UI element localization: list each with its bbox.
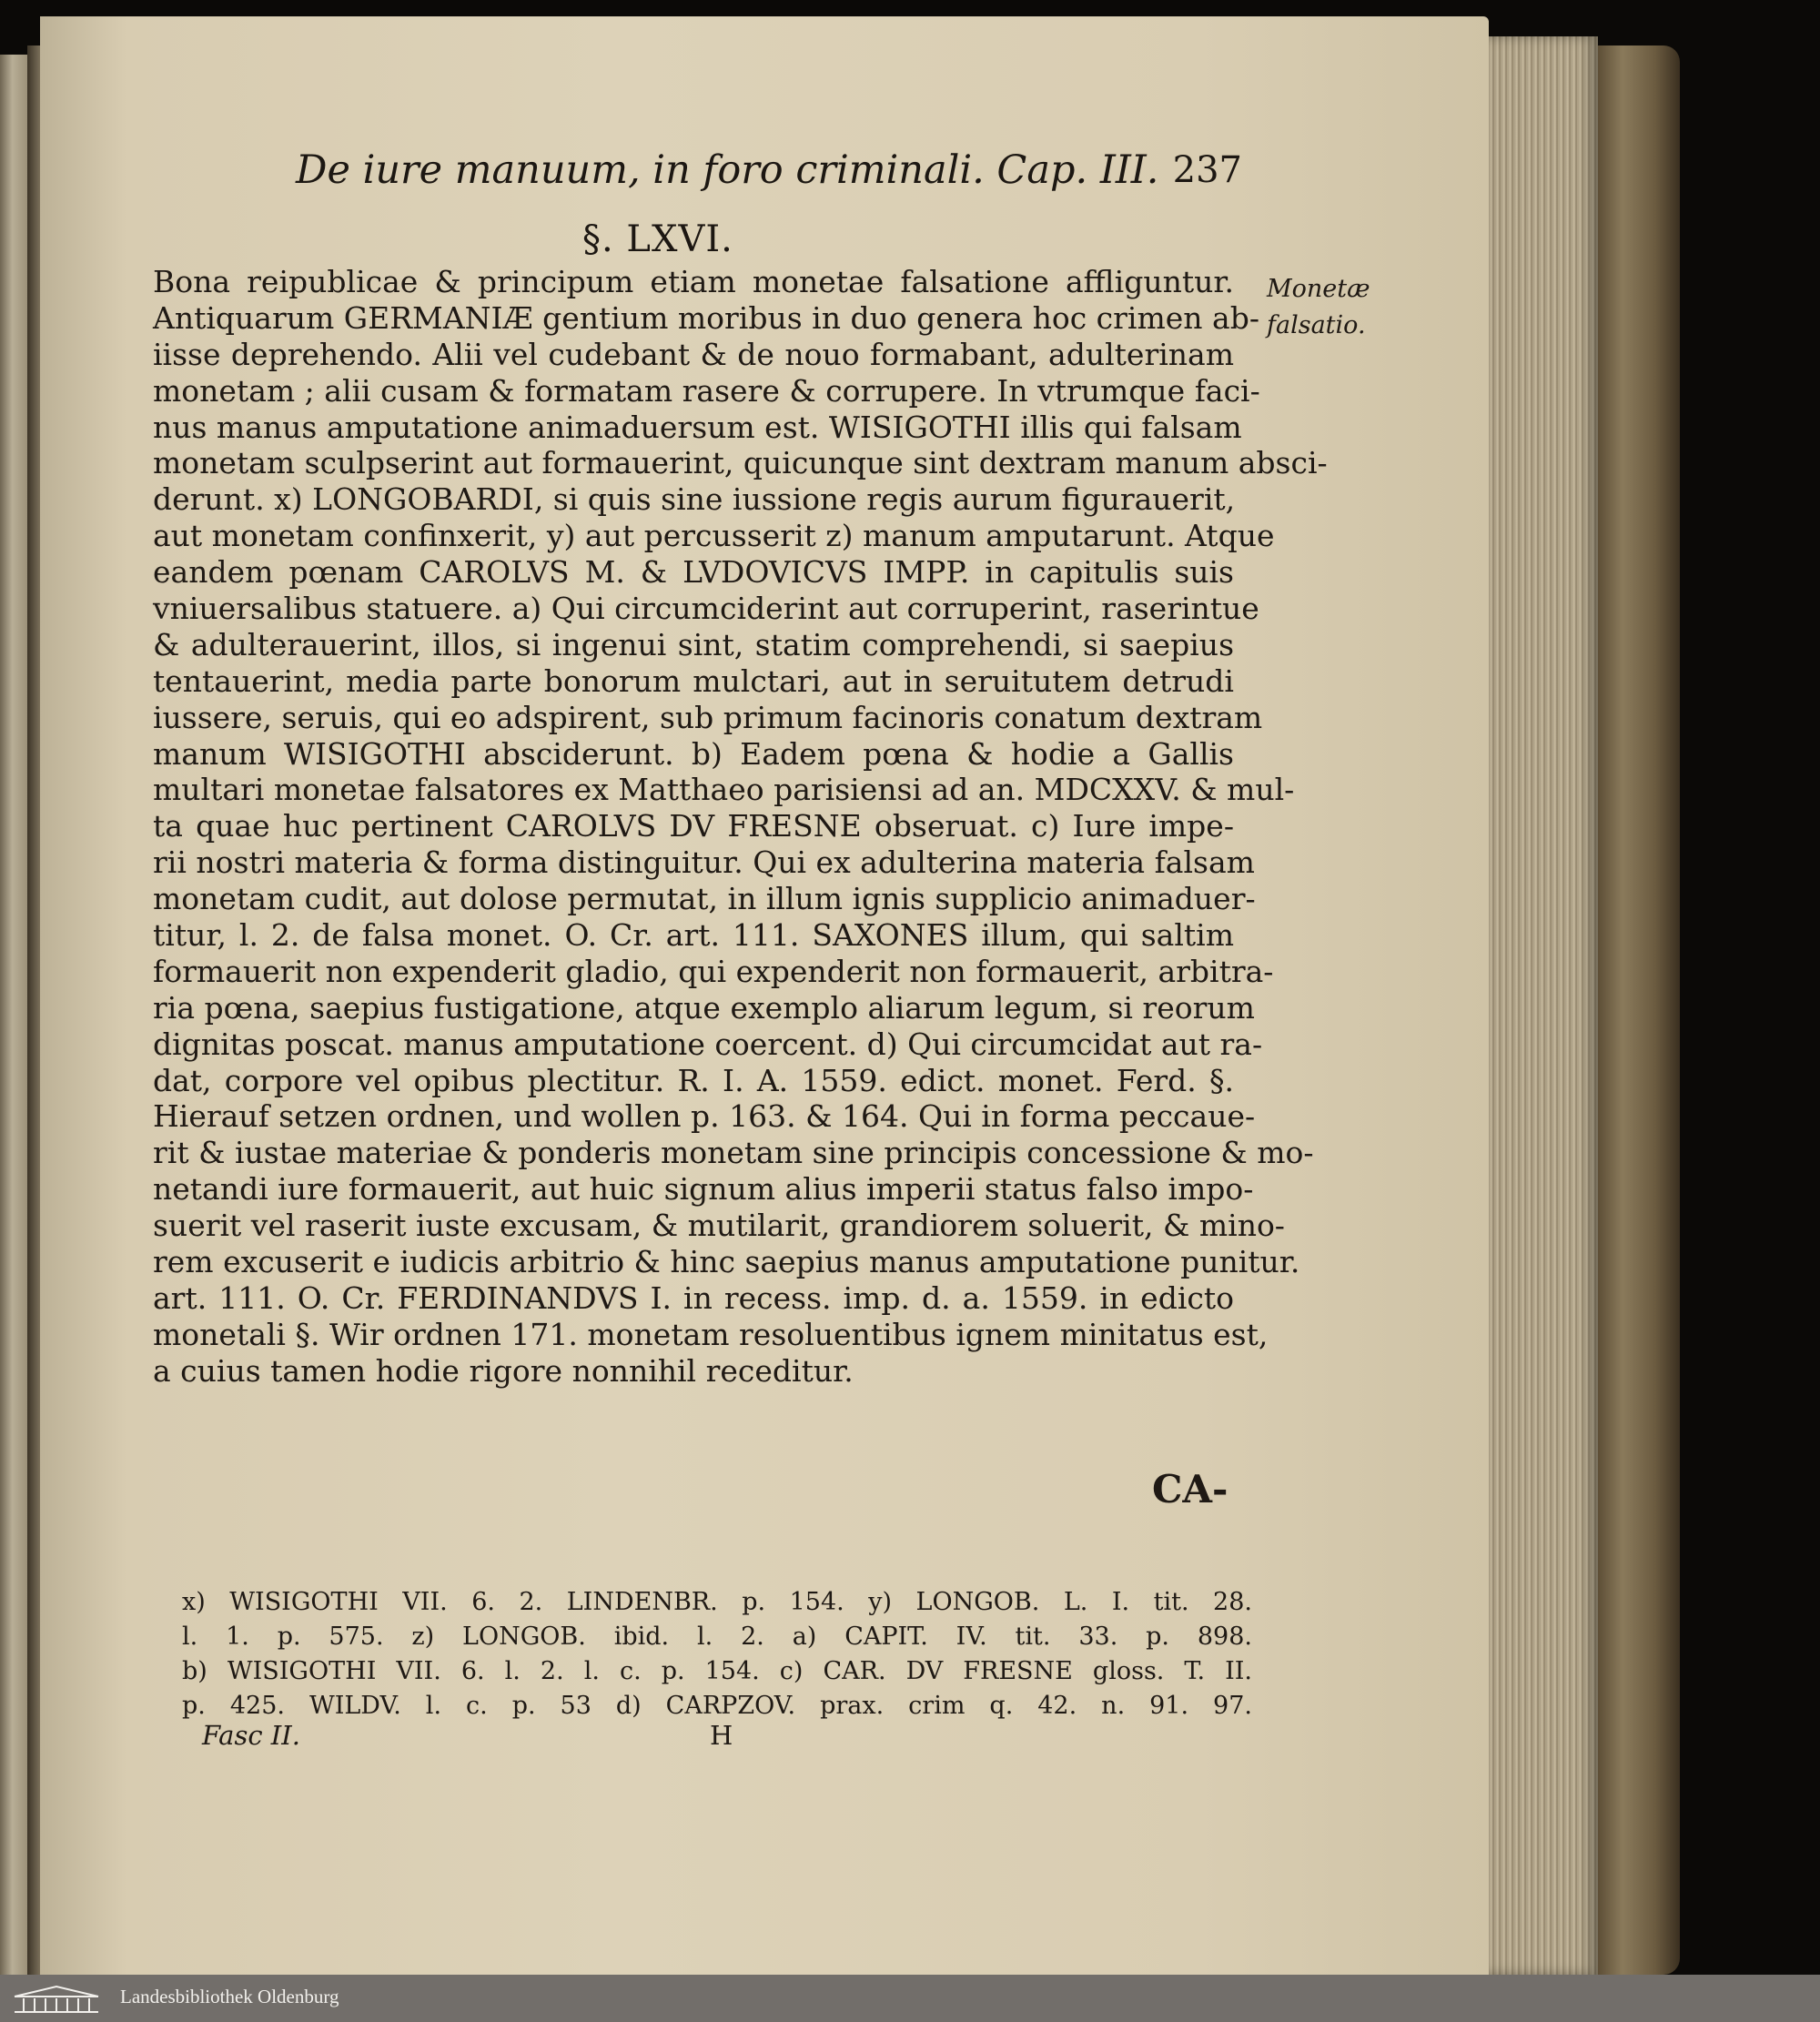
left-page-edge [0, 55, 27, 1975]
body-line: tentauerint, media parte bonorum mulctari, aut in seruitutem detrudi [153, 662, 1234, 699]
page-number: 237 [1172, 149, 1242, 191]
section-heading: §. LXVI. [582, 218, 733, 260]
body-line: iussere, seruis, qui eo adspirent, sub primum facinoris conatum dextram [153, 699, 1263, 735]
body-line: dat, corpore vel opibus plectitur. R. I. A. 1559. edict. monet. Ferd. §. [153, 1062, 1234, 1098]
library-building-icon [11, 1984, 102, 2015]
running-head [296, 147, 1242, 202]
catchword: CA- [1152, 1467, 1228, 1511]
body-line: rit & iustae materiae & ponderis monetam sine principis concessione & mo- [153, 1135, 1314, 1171]
body-line: manum WISIGOTHI absciderunt. b) Eadem pœna & hodie a Gallis [153, 735, 1234, 772]
footnote-line: b) WISIGOTHI VII. 6. l. 2. l. c. p. 154. c) CAR. DV FRESNE gloss. T. II. [182, 1657, 1252, 1685]
body-line: rem excuserit e iudicis arbitrio & hinc saepius manus amputatione punitur. [153, 1244, 1300, 1280]
body-line: aut monetam confinxerit, y) aut percusserit z) manum amputarunt. Atque [153, 518, 1275, 554]
body-line: eandem pœnam CAROLVS M. & LVDOVICVS IMPP. in capitulis suis [153, 554, 1234, 591]
footnotes [182, 1585, 1252, 1724]
body-line: titur, l. 2. de falsa monet. O. Cr. art. 111. SAXONES illum, qui saltim [153, 917, 1234, 954]
signature-mark-fascicle: Fasc II. [202, 1720, 300, 1751]
margin-note: Monetæ falsatio. [1267, 275, 1370, 339]
body-line: Hierauf setzen ordnen, und wollen p. 163. & 164. Qui in forma peccaue- [153, 1098, 1256, 1135]
body-line: nus manus amputatione animaduersum est. WISIGOTHI illis qui falsam [153, 409, 1242, 445]
body-line: dignitas poscat. manus amputatione coercent. d) Qui circumcidat aut ra- [153, 1026, 1263, 1062]
body-line: iisse deprehendo. Alii vel cudebant & de nouo formabant, adulterinam [153, 336, 1234, 372]
footnote-line: l. 1. p. 575. z) LONGOB. ibid. l. 2. a) CAPIT. IV. tit. 33. p. 898. [182, 1623, 1252, 1651]
body-line: art. 111. O. Cr. FERDINANDVS I. in recess. imp. d. a. 1559. in edicto [153, 1279, 1234, 1316]
book-cover [1598, 45, 1680, 1975]
page-fore-edge [1489, 36, 1598, 1975]
footnote-line: p. 425. WILDV. l. c. p. 53 d) CARPZOV. prax. crim q. 42. n. 91. 97. [182, 1692, 1252, 1720]
body-line: vniuersalibus statuere. a) Qui circumciderint aut corruperint, raserintue [153, 591, 1259, 627]
footnote-line: x) WISIGOTHI VII. 6. 2. LINDENBR. p. 154. y) LONGOB. L. I. tit. 28. [182, 1588, 1252, 1616]
signature-mark-letter: H [710, 1720, 733, 1751]
body-line: Bona reipublicae & principum etiam monetae falsatione affliguntur. [153, 264, 1234, 299]
running-title: De iure manuum, in foro criminali. Cap. III. [296, 147, 1159, 193]
body-line: & adulterauerint, illos, si ingenui sint, statim comprehendi, si saepius [153, 626, 1234, 662]
footer-bar [0, 1975, 1820, 2022]
body-line: monetam ; alii cusam & formatam rasere & corrupere. In vtrumque faci- [153, 372, 1260, 409]
body-line: ria pœna, saepius fustigatione, atque exemplo aliarum legum, si reorum [153, 989, 1255, 1026]
book-gutter [27, 45, 40, 1975]
body-line: a cuius tamen hodie rigore nonnihil receditur. [153, 1352, 854, 1389]
body-line: multari monetae falsatores ex Matthaeo parisiensi ad an. MDCXXV. & mul- [153, 772, 1295, 808]
body-line: netandi iure formauerit, aut huic signum alius imperii status falso impo- [153, 1171, 1254, 1208]
body-line: formauerit non expenderit gladio, qui expenderit non formauerit, arbitra- [153, 953, 1274, 989]
body-line: suerit vel raserit iuste excusam, & mutilarit, grandiorem soluerit, & mino- [153, 1208, 1285, 1244]
body-line: rii nostri materia & forma distinguitur. Qui ex adulterina materia falsam [153, 844, 1255, 881]
library-name: Landesbibliothek Oldenburg [120, 1986, 339, 2007]
body-line: monetam sculpserint aut formauerint, quicunque sint dextram manum absci- [153, 445, 1328, 481]
body-line: Antiquarum GERMANIÆ gentium moribus in duo genera hoc crimen ab- [153, 299, 1259, 336]
body-line: monetam cudit, aut dolose permutat, in illum ignis supplicio animaduer- [153, 881, 1256, 917]
body-line: monetali §. Wir ordnen 171. monetam resoluentibus ignem minitatus est, [153, 1316, 1269, 1352]
body-line: derunt. x) LONGOBARDI, si quis sine iussione regis aurum figurauerit, [153, 481, 1236, 518]
body-line: ta quae huc pertinent CAROLVS DV FRESNE obseruat. c) Iure impe- [153, 808, 1234, 844]
